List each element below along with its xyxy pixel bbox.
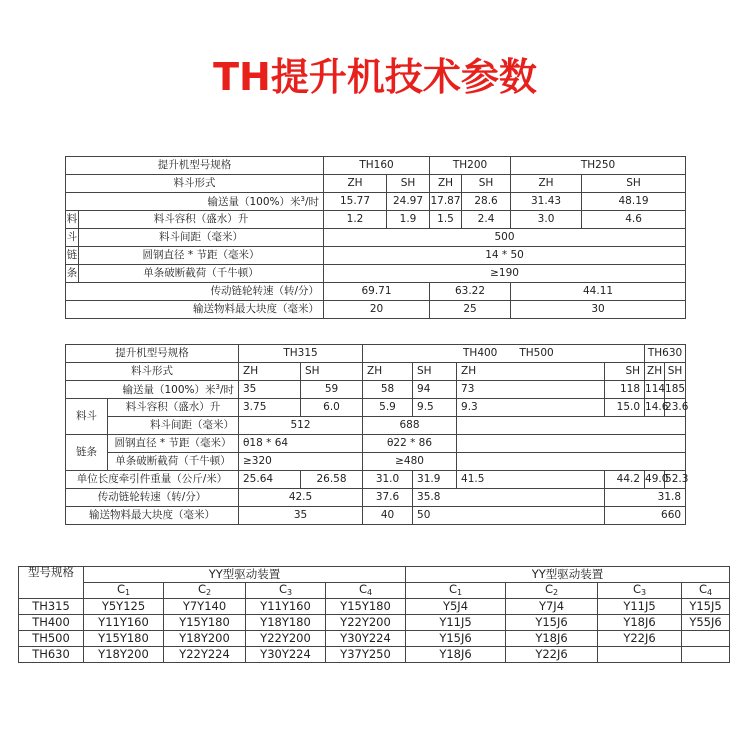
header-th500: TH500 <box>519 347 554 360</box>
cell: 14.6 <box>645 399 665 417</box>
header-max-lump: 输送物料最大块度（毫米） <box>66 301 324 319</box>
cell: 49.0 <box>645 471 665 489</box>
header-yy-drive-2: YY型驱动装置 <box>406 567 730 583</box>
cell: 58 <box>363 381 413 399</box>
header-capacity <box>66 381 239 399</box>
header-th200: TH200 <box>430 157 511 175</box>
side-label-chain-1: 链 <box>66 247 79 264</box>
cell-empty <box>457 453 686 471</box>
cell: ≥190 <box>324 265 686 283</box>
cell <box>682 647 730 663</box>
cell: 44.11 <box>511 283 686 301</box>
cell: 1.2 <box>324 211 387 229</box>
cell: Y22J6 <box>598 631 682 647</box>
cell: 59 <box>301 381 363 399</box>
cell: SH <box>665 363 686 381</box>
cell: Y30Y224 <box>326 631 406 647</box>
c-sub: 3 <box>286 588 293 597</box>
header-unit-weight: 单位长度牵引件重量（公斤/米） <box>66 471 239 489</box>
cell: 28.6 <box>462 193 511 211</box>
cell: Y22J6 <box>506 647 598 663</box>
cell: 512 <box>239 417 363 435</box>
cell: 31.43 <box>511 193 582 211</box>
side-label-bucket-2: 斗 <box>66 229 79 246</box>
c-letter: C <box>698 582 707 596</box>
c-sub: 2 <box>205 588 212 597</box>
header-yy-drive-1: YY型驱动装置 <box>84 567 406 583</box>
cell: Y15J6 <box>406 631 506 647</box>
cell: 9.5 <box>413 399 457 417</box>
capacity-label: 输送量（100%）米 <box>122 383 216 396</box>
header-th400-th500 <box>363 345 645 363</box>
cell: SH <box>387 175 430 193</box>
cell: Y18J6 <box>506 631 598 647</box>
cell: 41.5 <box>457 471 605 489</box>
cell: 42.5 <box>239 489 363 507</box>
cell: 15.0 <box>605 399 645 417</box>
bucket-spacing-row-label <box>66 229 324 247</box>
capacity-unit-tail: /时 <box>219 383 234 396</box>
cell: Y18Y180 <box>246 615 326 631</box>
cell: Y22Y200 <box>246 631 326 647</box>
cell: 5.9 <box>363 399 413 417</box>
cell: 48.19 <box>582 193 686 211</box>
cell: Y11J5 <box>406 615 506 631</box>
cell: Y55J6 <box>682 615 730 631</box>
c-letter: C <box>632 582 641 596</box>
bucket-volume-row-label <box>66 211 324 229</box>
cell: Y5Y125 <box>84 599 164 615</box>
cell: 15.77 <box>324 193 387 211</box>
cell: 24.97 <box>387 193 430 211</box>
cell: Y11Y160 <box>246 599 326 615</box>
capacity-unit-tail: /时 <box>304 195 319 208</box>
drive-unit-table <box>18 566 730 663</box>
header-c4 <box>326 583 406 599</box>
c-letter: C <box>358 582 367 596</box>
side-label-bucket: 料斗 <box>66 399 108 435</box>
cell: ZH <box>511 175 582 193</box>
header-spec: 提升机型号规格 <box>66 345 239 363</box>
cell: 50 <box>413 507 605 525</box>
side-label-chain-2: 条 <box>66 265 79 282</box>
c-letter: C <box>448 582 457 596</box>
header-c3 <box>598 583 682 599</box>
cell-model: TH315 <box>19 599 84 615</box>
cell: 688 <box>363 417 457 435</box>
cell: SH <box>413 363 457 381</box>
spec-table-th315-th630 <box>65 344 689 525</box>
header-model: 型号规格 <box>19 567 84 599</box>
cell: 69.71 <box>324 283 430 301</box>
cell: ≥480 <box>363 453 457 471</box>
cell: 14 * 50 <box>324 247 686 265</box>
capacity-exponent: 3 <box>300 194 305 203</box>
cell: Y18Y200 <box>164 631 246 647</box>
cell: Y15Y180 <box>326 599 406 615</box>
header-c1 <box>406 583 506 599</box>
header-th315: TH315 <box>239 345 363 363</box>
cell: Y22Y200 <box>326 615 406 631</box>
cell: SH <box>582 175 686 193</box>
side-label-bucket-1: 料 <box>66 211 79 228</box>
cell: ZH <box>430 175 462 193</box>
cell: 2.4 <box>462 211 511 229</box>
cell: 114 <box>645 381 665 399</box>
cell: 17.87 <box>430 193 462 211</box>
header-c3 <box>246 583 326 599</box>
cell: 3.75 <box>239 399 301 417</box>
side-label-chain: 链条 <box>66 435 108 471</box>
cell: 35 <box>239 381 301 399</box>
cell: ≥320 <box>239 453 363 471</box>
cell: Y7J4 <box>506 599 598 615</box>
c-sub: 1 <box>456 588 463 597</box>
c-sub: 3 <box>640 588 647 597</box>
cell: 30 <box>511 301 686 319</box>
cell: 44.2 <box>605 471 645 489</box>
cell: SH <box>301 363 363 381</box>
cell: θ22 * 86 <box>363 435 457 453</box>
header-breaking-load: 单条破断截荷（千牛顿） <box>143 267 259 279</box>
header-bucket-volume: 料斗容积（盛水）升 <box>108 399 239 417</box>
c-sub: 2 <box>552 588 559 597</box>
cell <box>682 631 730 647</box>
cell-model: TH630 <box>19 647 84 663</box>
cell: 63.22 <box>430 283 511 301</box>
cell: 500 <box>324 229 686 247</box>
cell: Y11J5 <box>598 599 682 615</box>
header-bucket-spacing: 料斗间距（毫米） <box>159 231 243 243</box>
header-th250: TH250 <box>511 157 686 175</box>
header-th630: TH630 <box>645 345 686 363</box>
c-sub: 1 <box>124 588 131 597</box>
c-sub: 4 <box>706 588 713 597</box>
header-th400: TH400 <box>463 347 498 360</box>
header-chain-size: 圆钢直径 * 节距（毫米） <box>142 249 260 261</box>
header-c4 <box>682 583 730 599</box>
header-sprocket-speed: 传动链轮转速（转/分） <box>66 489 239 507</box>
capacity-label: 输送量（100%）米 <box>207 195 301 208</box>
cell: 25.64 <box>239 471 301 489</box>
cell: 35.8 <box>413 489 605 507</box>
cell: 40 <box>363 507 413 525</box>
cell: 4.6 <box>582 211 686 229</box>
capacity-exponent: 3 <box>215 382 220 391</box>
header-c2 <box>164 583 246 599</box>
cell: Y7Y140 <box>164 599 246 615</box>
cell-empty <box>457 435 686 453</box>
header-th160: TH160 <box>324 157 430 175</box>
c-letter: C <box>116 582 125 596</box>
spec-table-th160-th250 <box>65 156 686 319</box>
cell: 185 <box>665 381 686 399</box>
cell: 52.3 <box>665 471 686 489</box>
cell: 1.5 <box>430 211 462 229</box>
cell: 35 <box>239 507 363 525</box>
cell: ZH <box>239 363 301 381</box>
cell: Y37Y250 <box>326 647 406 663</box>
cell-model: TH400 <box>19 615 84 631</box>
cell: 31.0 <box>363 471 413 489</box>
cell: 94 <box>413 381 457 399</box>
cell: Y18Y200 <box>84 647 164 663</box>
cell: SH <box>605 363 645 381</box>
header-chain-size: 圆钢直径 * 节距（毫米） <box>108 435 239 453</box>
cell: Y11Y160 <box>84 615 164 631</box>
cell: 37.6 <box>363 489 413 507</box>
cell: ZH <box>457 363 605 381</box>
c-sub: 4 <box>366 588 373 597</box>
breaking-load-row-label <box>66 265 324 283</box>
cell: 1.9 <box>387 211 430 229</box>
cell: 25 <box>430 301 511 319</box>
cell: 9.3 <box>457 399 605 417</box>
header-sprocket-speed: 传动链轮转速（转/分） <box>66 283 324 301</box>
header-spec: 提升机型号规格 <box>66 157 324 175</box>
cell: ZH <box>363 363 413 381</box>
cell: Y22Y224 <box>164 647 246 663</box>
cell: 20 <box>324 301 430 319</box>
cell-empty <box>457 417 686 435</box>
chain-size-row-label <box>66 247 324 265</box>
table-row <box>19 615 730 631</box>
cell: 73 <box>457 381 605 399</box>
page-title: TH提升机技术参数 <box>213 55 537 99</box>
cell: ZH <box>645 363 665 381</box>
cell: Y15J5 <box>682 599 730 615</box>
cell: 31.8 <box>605 489 686 507</box>
cell: Y18J6 <box>406 647 506 663</box>
table-row <box>19 599 730 615</box>
cell <box>598 647 682 663</box>
cell: 6.0 <box>301 399 363 417</box>
cell: 660 <box>605 507 686 525</box>
cell: SH <box>462 175 511 193</box>
cell: Y18J6 <box>598 615 682 631</box>
cell: Y15Y180 <box>84 631 164 647</box>
header-c1 <box>84 583 164 599</box>
cell: 26.58 <box>301 471 363 489</box>
cell: Y15Y180 <box>164 615 246 631</box>
header-breaking-load: 单条破断截荷（千牛顿） <box>108 453 239 471</box>
cell: Y5J4 <box>406 599 506 615</box>
cell: 118 <box>605 381 645 399</box>
header-bucket-volume: 料斗容积（盛水）升 <box>153 213 249 225</box>
header-c2 <box>506 583 598 599</box>
c-letter: C <box>197 582 206 596</box>
cell: Y30Y224 <box>246 647 326 663</box>
header-capacity <box>66 193 324 211</box>
c-letter: C <box>278 582 287 596</box>
cell: Y15J6 <box>506 615 598 631</box>
cell-model: TH500 <box>19 631 84 647</box>
header-bucket-type: 料斗形式 <box>66 363 239 381</box>
c-letter: C <box>544 582 553 596</box>
cell: θ18 * 64 <box>239 435 363 453</box>
header-bucket-spacing: 料斗间距（毫米） <box>108 417 239 435</box>
cell: 23.6 <box>665 399 686 417</box>
cell: 3.0 <box>511 211 582 229</box>
cell: ZH <box>324 175 387 193</box>
table-row <box>19 647 730 663</box>
header-bucket-type: 料斗形式 <box>66 175 324 193</box>
cell: 31.9 <box>413 471 457 489</box>
header-max-lump: 输送物料最大块度（毫米） <box>66 507 239 525</box>
table-row <box>19 631 730 647</box>
